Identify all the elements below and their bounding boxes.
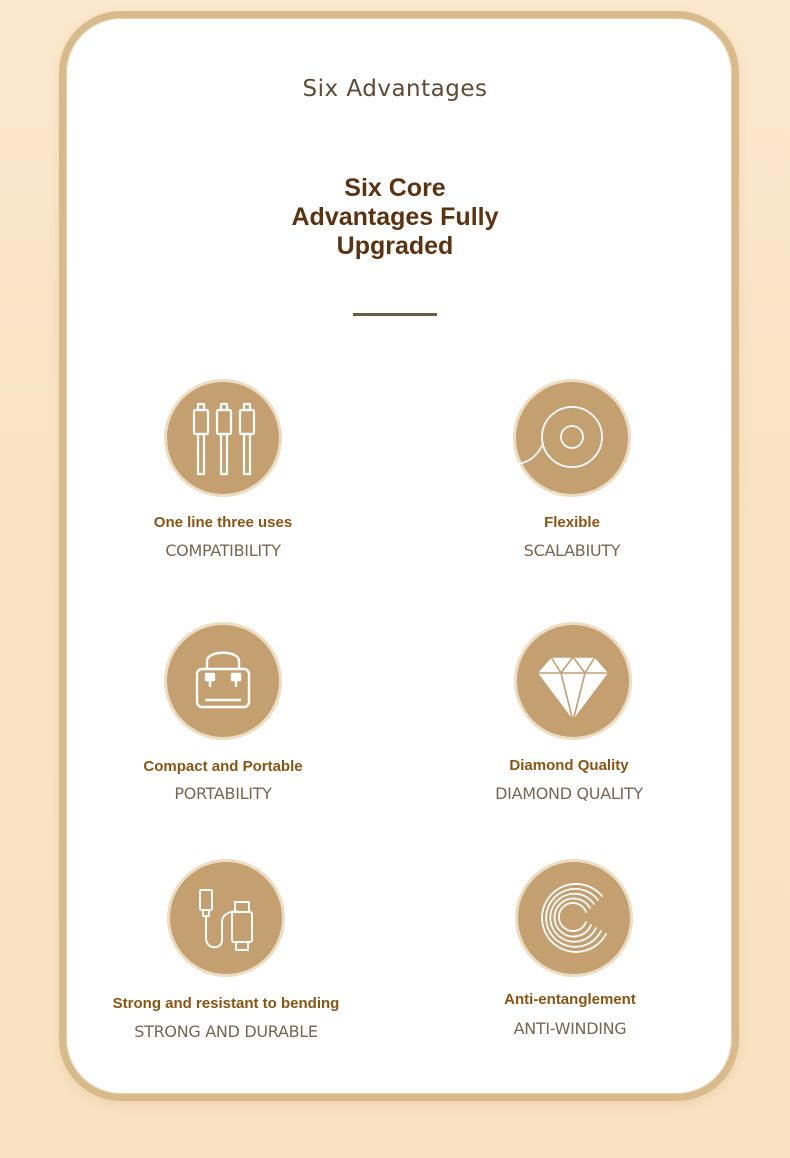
feature-title: Strong and resistant to bending: [112, 995, 340, 1012]
feature-strong-and-durable: [76, 862, 376, 1052]
feature-title: Compact and Portable: [143, 758, 303, 775]
headline: [0, 174, 790, 261]
divider: [353, 313, 437, 316]
handbag-icon: [167, 625, 279, 737]
feature-subtitle: ANTI-WINDING: [513, 1019, 627, 1038]
three-cables-icon: [167, 382, 279, 494]
winding-arcs-icon: [518, 862, 630, 974]
headline-line-1: Six Core: [344, 174, 446, 202]
feature-subtitle: DIAMOND QUALITY: [495, 784, 643, 803]
feature-anti-winding: [420, 862, 720, 1052]
feature-compatibility: [73, 382, 373, 572]
bent-cable-icon: [170, 862, 282, 974]
feature-subtitle: STRONG AND DURABLE: [134, 1022, 318, 1041]
feature-title: Diamond Quality: [509, 757, 629, 774]
feature-scalability: [422, 382, 722, 572]
feature-subtitle: SCALABIUTY: [523, 541, 621, 560]
feature-subtitle: PORTABILITY: [174, 784, 272, 803]
feature-diamond-quality: [419, 625, 719, 815]
feature-title: Anti-entanglement: [504, 991, 636, 1008]
headline-line-2: Advantages Fully: [291, 203, 499, 231]
feature-portability: [73, 625, 373, 815]
feature-subtitle: COMPATIBILITY: [165, 541, 281, 560]
cable-coil-icon: [516, 382, 628, 494]
feature-title: One line three uses: [153, 514, 293, 531]
diamond-icon: [517, 625, 629, 737]
page-title: Six Advantages: [302, 76, 488, 102]
feature-title: Flexible: [544, 514, 600, 531]
headline-line-3: Upgraded: [336, 232, 454, 260]
